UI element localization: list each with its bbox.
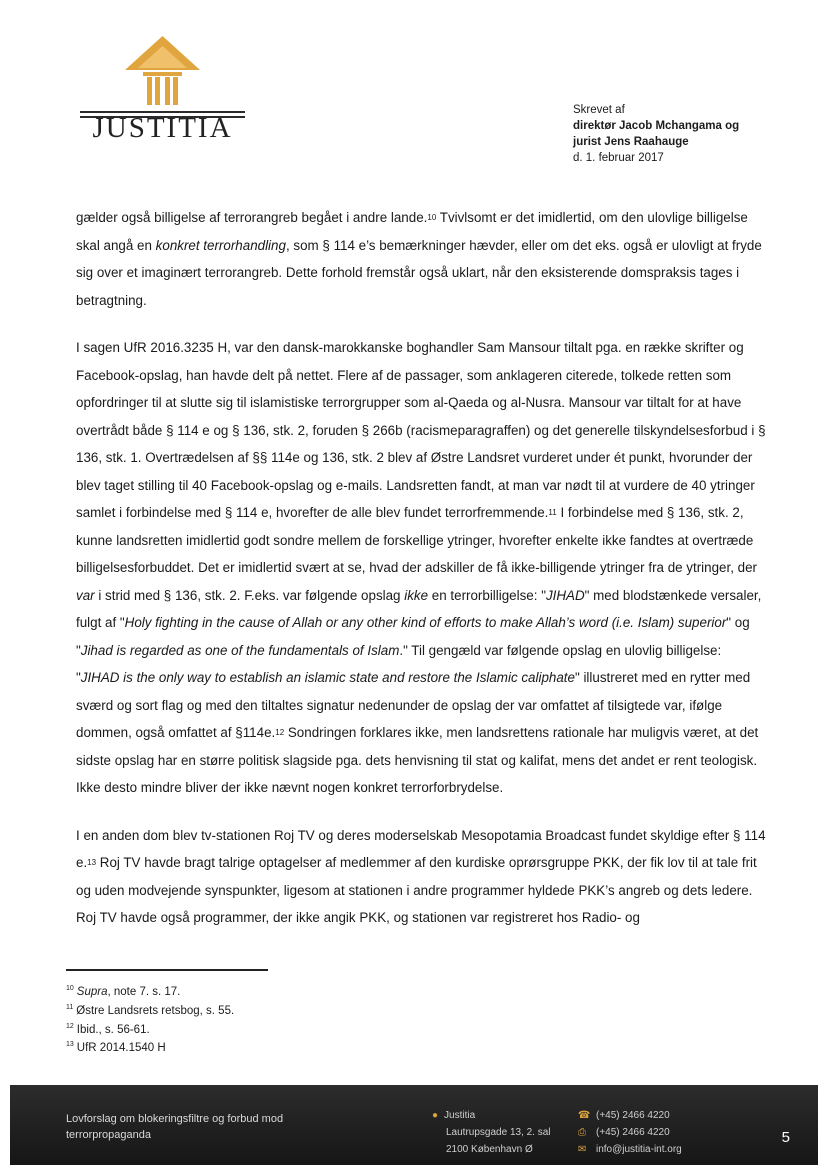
footnote-num: 13 bbox=[66, 1041, 74, 1049]
footnotes bbox=[66, 981, 234, 1056]
p2-text-1: I sagen UfR 2016.3235 H, var den dansk-marokkanske boghandler Sam Mansour tiltalt pga. en række skrifter og Facebook-opslag, han havde delt på nettet. Flere af de passager, som anklageren citerede, tolkede retten som opfordringer til at slutte sig til islamistiske terrorgrupper som al-Qaeda og al-Nusra. Mansour var tiltalt for at have overtrådt både § 114 e og § 136, stk. 2, foruden § 266b (racismeparagraffen) og det generelle tilskyndelsesforbud i § 136, stk. 1. Overtrædelsen af §§ 114e og 136, stk. 2 blev af Østre Landsret vurderet under ét punkt, hvorunder der blev taget stilling til 40 Facebook-opslag og e-mails. Landsretten fandt, at man var nødt til at vurdere de 40 ytringer samlet i forbindelse med § 114 e, hvorefter de alle blev fundet terrorfremmende. bbox=[76, 340, 766, 520]
p3-text-2: Roj TV havde bragt talrige optagelser af medlemmer af den kurdiske oprørsgruppe PKK, der fik lov til at tale frit og uden modvejende synspunkter, ligesom at stationen i andre programmer hyldede PKK’s angreb og dets ledere. Roj TV havde også programmer, der ikke angik PKK, og stationen var registreret hos Radio- og bbox=[76, 855, 757, 925]
footnote-text: UfR 2014.1540 H bbox=[76, 1042, 166, 1055]
page-footer bbox=[10, 1085, 818, 1165]
footnote-num: 12 bbox=[66, 1022, 74, 1030]
p2-text-8: " illustreret med en rytter med sværd og sort flag og med den tiltaltes signatur nedenunder de opslag der var omfattet af tilsigtede var, ifølge dommen, også omfattet af §114e. bbox=[76, 670, 751, 740]
footnote-ref-11[interactable]: 11 bbox=[548, 508, 557, 517]
justitia-logo bbox=[80, 36, 245, 156]
footer-title-line-2: terrorpropaganda bbox=[66, 1129, 152, 1141]
footer-title bbox=[66, 1111, 283, 1143]
p2-italic-2: ikke bbox=[404, 587, 429, 603]
p3-text-1: I en anden dom blev tv-stationen Roj TV og deres moderselskab Mesopotamia Broadcast fundet skyldige efter § 114 e. bbox=[76, 827, 766, 870]
footnote-separator bbox=[66, 969, 268, 971]
logo-wordmark: JUSTITIA bbox=[92, 112, 233, 144]
location-pin-icon: ● bbox=[432, 1110, 439, 1121]
body-text bbox=[76, 204, 766, 952]
p2-italic-5: Jihad is regarded as one of the fundamentals of Islam bbox=[80, 642, 400, 658]
footer-address-2: 2100 København Ø bbox=[446, 1144, 533, 1155]
page-number: 5 bbox=[781, 1129, 790, 1146]
byline-line-3: jurist Jens Raahauge bbox=[573, 136, 689, 148]
fax-icon: ⎙ bbox=[578, 1127, 586, 1138]
p2-italic-1: var bbox=[76, 587, 95, 603]
footer-title-line-1: Lovforslag om blokeringsfiltre og forbud mod bbox=[66, 1113, 284, 1125]
footer-contact bbox=[578, 1107, 682, 1158]
p2-text-2: I forbindelse med § 136, stk. 2, kunne landsretten imidlertid godt sondre mellem de forskellige ytringer, hvorefter enkelte ikke fandtes at overtræde billigelsesforbuddet. Det er imidlertid svært at se, hvad der adskiller de få ikke-billigende ytringer fra de ytringer, der bbox=[76, 505, 758, 575]
paragraph-1 bbox=[76, 204, 766, 314]
footnote-11 bbox=[66, 1000, 234, 1019]
footnote-10 bbox=[66, 981, 234, 1000]
footnote-ref-12[interactable]: 12 bbox=[275, 728, 285, 737]
p2-text-7: ." Til gengæld var følgende opslag en ulovlig billigelse: " bbox=[76, 642, 722, 685]
p2-text-3: i strid med § 136, stk. 2. F.eks. var følgende opslag bbox=[94, 587, 405, 603]
footnote-num: 11 bbox=[66, 1003, 74, 1011]
phone-icon: ☎ bbox=[578, 1110, 591, 1121]
footnote-13 bbox=[66, 1037, 234, 1056]
p2-text-4: en terrorbilligelse: " bbox=[428, 587, 546, 603]
footnote-text: , note 7. s. 17. bbox=[107, 985, 181, 998]
p2-text-6: " og " bbox=[76, 615, 750, 658]
footnote-ref-13[interactable]: 13 bbox=[87, 858, 97, 867]
footnote-italic: Supra bbox=[76, 985, 108, 998]
p2-italic-3: JIHAD bbox=[545, 587, 585, 603]
byline-date: d. 1. februar 2017 bbox=[573, 152, 664, 164]
footnote-ref-10[interactable]: 10 bbox=[427, 213, 437, 222]
p1-italic-1: konkret terrorhandling bbox=[155, 237, 286, 253]
paragraph-2 bbox=[76, 334, 766, 802]
p2-text-9: Sondringen forklares ikke, men landsrettens rationale har muligvis været, at det sidste opslag har en større politisk slagside pga. dets henvisning til stat og kalifat, mens det andet er rent teologisk. Ikke desto mindre bliver der ikke nævnt nogen konkret terrorforbrydelse. bbox=[76, 725, 759, 795]
footer-address bbox=[432, 1107, 551, 1158]
footer-org: Justitia bbox=[444, 1110, 476, 1121]
p2-italic-4: Holy fighting in the cause of Allah or any other kind of efforts to make Allah’s word (i.e. Islam) superior bbox=[124, 615, 727, 630]
footer-phone[interactable]: (+45) 2466 4220 bbox=[596, 1110, 670, 1121]
p1-text-1: gælder også billigelse af terrorangreb begået i andre lande. bbox=[76, 210, 428, 225]
p1-text-3: , som § 114 e’s bemærkninger hævder, eller om det eks. også er ulovligt at fryde sig over et imaginært terrorangreb. Dette forhold fremstår også uklart, når den eksisterende domspraksis tages i betragtning. bbox=[76, 237, 762, 308]
p2-italic-6: JIHAD is the only way to establish an islamic state and restore the Islamic caliphate bbox=[80, 670, 575, 685]
paragraph-3 bbox=[76, 822, 766, 932]
footer-address-1: Lautrupsgade 13, 2. sal bbox=[446, 1127, 551, 1138]
footnote-12 bbox=[66, 1019, 234, 1038]
footnote-text: Østre Landsrets retsbog, s. 55. bbox=[76, 1004, 235, 1017]
p2-text-5: " med blodstænkede versaler, fulgt af " bbox=[76, 587, 762, 630]
footnote-text: Ibid., s. 56-61. bbox=[76, 1023, 150, 1036]
footnote-num: 10 bbox=[66, 985, 74, 992]
byline-line-2: direktør Jacob Mchangama og bbox=[573, 120, 740, 132]
byline bbox=[573, 102, 739, 166]
footer-fax[interactable]: (+45) 2466 4220 bbox=[596, 1127, 670, 1138]
pillar-logo-icon bbox=[125, 36, 200, 108]
p1-text-2: Tvivlsomt er det imidlertid, om den ulovlige billigelse skal angå en bbox=[76, 210, 748, 253]
footer-email[interactable]: info@justitia-int.org bbox=[596, 1144, 682, 1155]
email-icon: ✉ bbox=[578, 1144, 587, 1155]
byline-line-1: Skrevet af bbox=[573, 104, 625, 116]
